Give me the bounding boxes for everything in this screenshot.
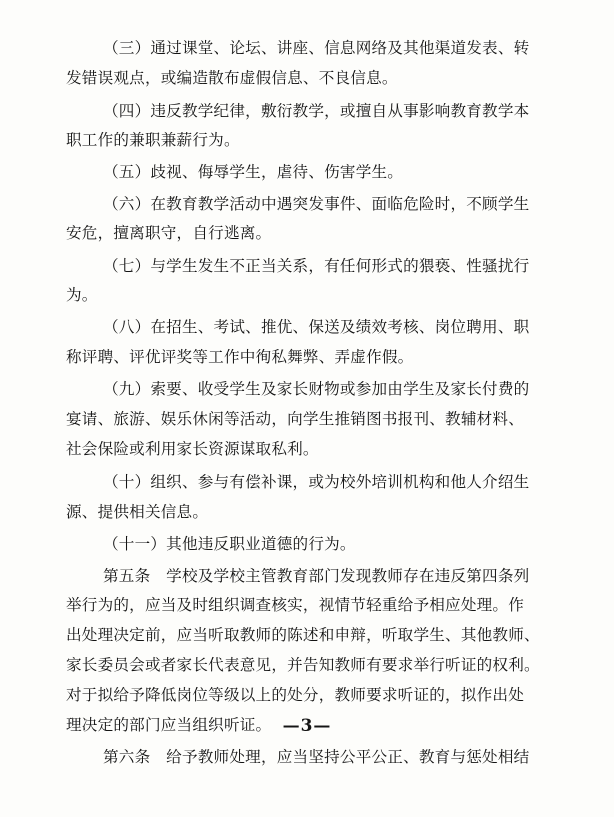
text-line	[0, 313, 614, 341]
text-line	[0, 651, 614, 679]
text-line	[0, 97, 614, 125]
text-line	[0, 190, 614, 218]
text-line	[0, 375, 614, 403]
line-text: （九）索要、收受学生及家长财物或参加由学生及家长付费的	[103, 380, 530, 398]
text-line	[0, 435, 614, 463]
text-line	[0, 219, 614, 247]
text-line	[0, 64, 614, 92]
text-line	[0, 530, 614, 558]
text-line	[0, 405, 614, 433]
text-line	[0, 158, 614, 186]
text-line	[0, 498, 614, 526]
line-text: 出处理决定前，应当听取教师的陈述和申辩，听取学生、其他教师、	[66, 626, 540, 644]
text-line	[0, 468, 614, 496]
line-text: （十）组织、参与有偿补课，或为校外培训机构和他人介绍生	[103, 473, 530, 491]
line-text: 社会保险或利用家长资源谋取私利。	[66, 440, 319, 458]
line-text: 对于拟给予降低岗位等级以上的处分，教师要求听证的，拟作出处	[66, 686, 525, 704]
line-text: 家长委员会或者家长代表意见，并告知教师有要求举行听证的权利。	[66, 656, 540, 674]
text-line	[0, 562, 614, 590]
line-text: （七）与学生发生不正当关系，有任何形式的猥亵、性骚扰行	[103, 257, 530, 275]
text-line	[0, 591, 614, 619]
text-line	[0, 252, 614, 280]
line-text: 宴请、旅游、娱乐休闲等活动，向学生推销图书报刊、教辅材料、	[66, 410, 525, 428]
line-text: （六）在教育教学活动中遇突发事件、面临危险时，不顾学生	[103, 195, 530, 213]
line-text: 为。	[66, 286, 98, 304]
line-text: （八）在招生、考试、推优、保送及绩效考核、岗位聘用、职	[103, 318, 530, 336]
line-text: （十一）其他违反职业道德的行为。	[103, 535, 356, 553]
line-text: （四）违反教学纪律，敷衍教学，或擅自从事影响教育教学本	[103, 102, 530, 120]
line-text: 安危，擅离职守，自行逃离。	[66, 224, 272, 242]
text-line	[0, 281, 614, 309]
text-line	[0, 34, 614, 62]
line-text: 职工作的兼职兼薪行为。	[66, 131, 240, 149]
text-line	[0, 743, 614, 771]
line-text: 理决定的部门应当组织听证。	[66, 716, 272, 734]
line-text: 第六条 给予教师处理，应当坚持公平公正、教育与惩处相结	[103, 748, 530, 766]
page-number: —3—	[282, 716, 332, 736]
line-text: 源、提供相关信息。	[66, 503, 209, 521]
text-line	[0, 621, 614, 649]
line-text: 称评聘、评优评奖等工作中徇私舞弊、弄虚作假。	[66, 348, 414, 366]
line-text: （五）歧视、侮辱学生，虐待、伤害学生。	[103, 163, 404, 181]
text-line	[0, 126, 614, 154]
line-text: 第五条 学校及学校主管教育部门发现教师存在违反第四条列	[103, 567, 530, 585]
text-line	[0, 343, 614, 371]
line-text: 举行为的，应当及时组织调查核实，视情节轻重给予相应处理。作	[66, 596, 525, 614]
line-text: （三）通过课堂、论坛、讲座、信息网络及其他渠道发表、转	[103, 39, 530, 57]
line-text: 发错误观点，或编造散布虚假信息、不良信息。	[66, 69, 398, 87]
text-line	[0, 681, 614, 709]
